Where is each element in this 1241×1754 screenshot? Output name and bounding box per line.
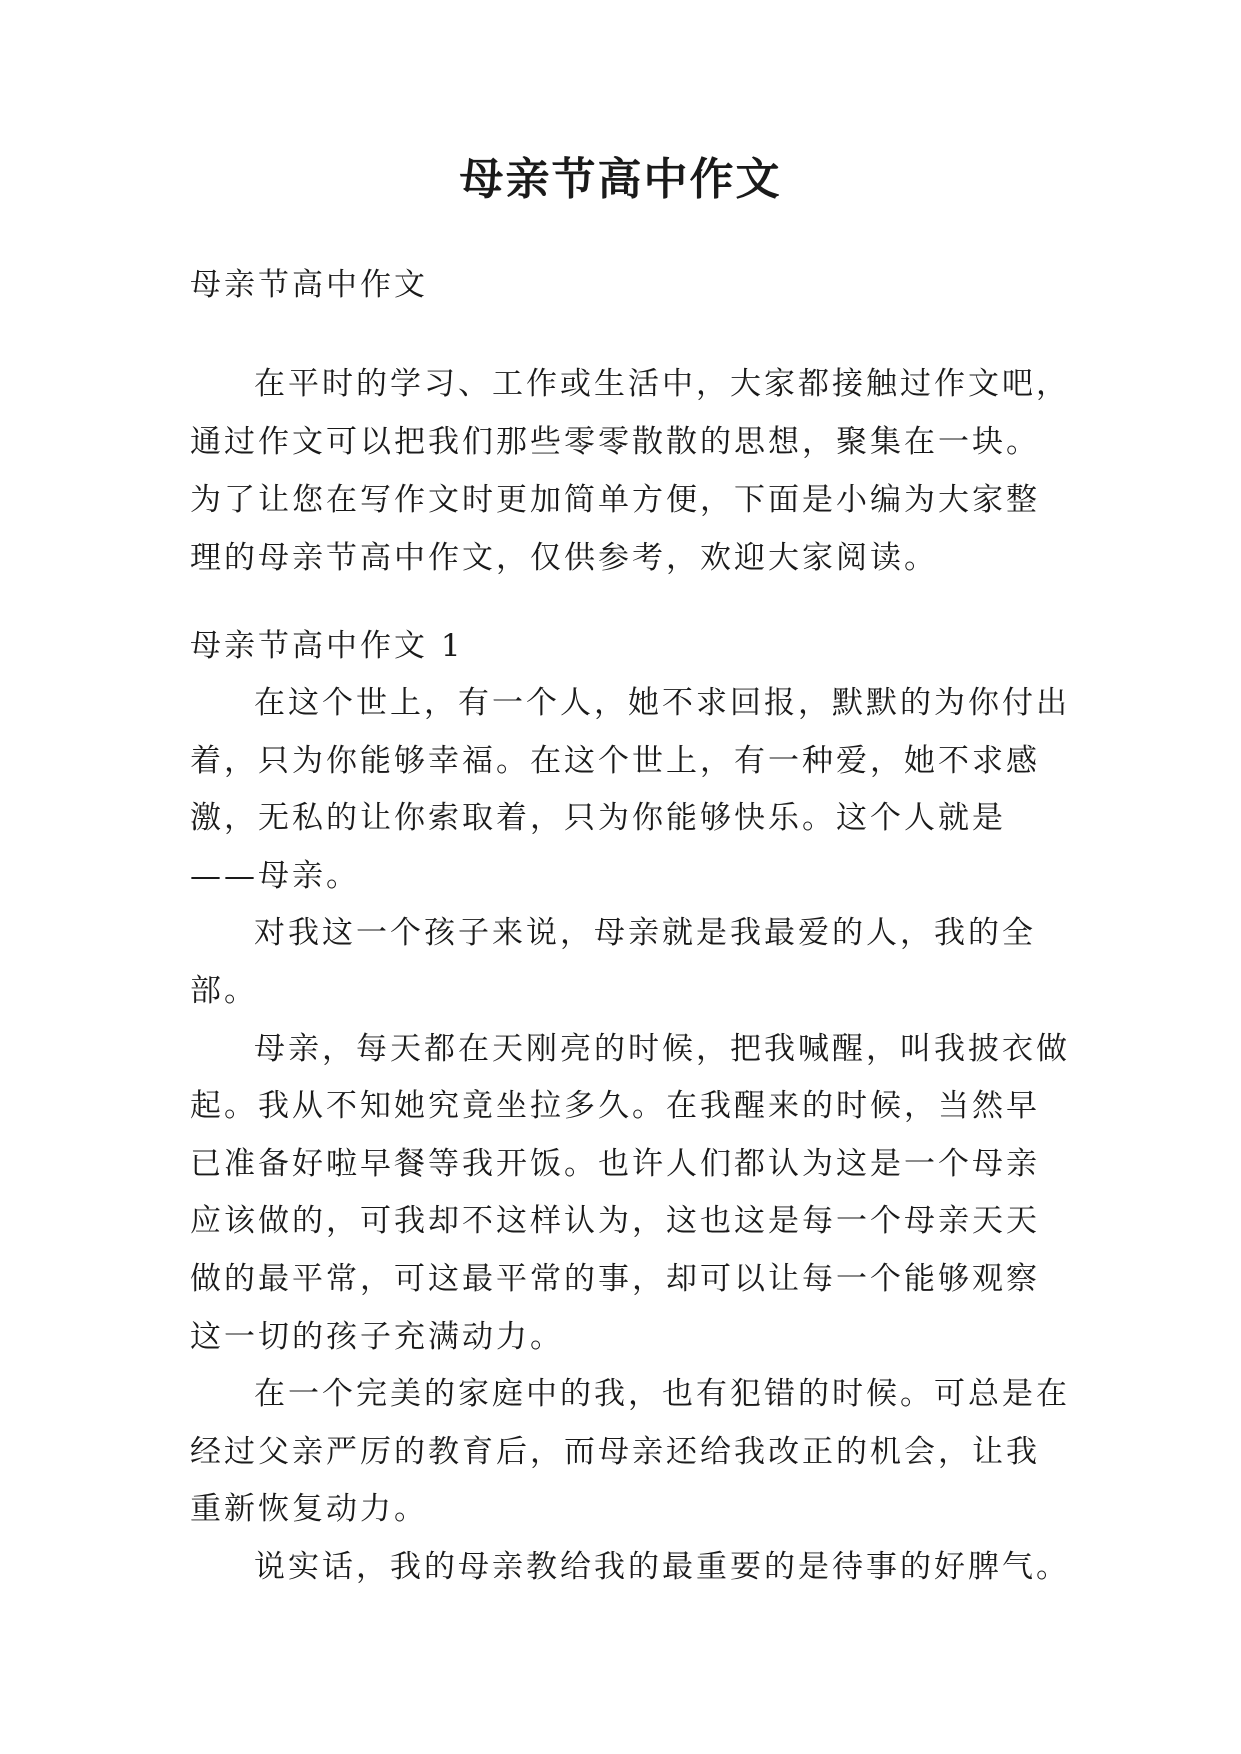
subtitle-text: 母亲节高中作文 [190, 267, 428, 303]
body-paragraph-2: 对我这一个孩子来说，母亲就是我最爱的人，我的全部。 [190, 915, 1036, 1009]
document-subtitle [190, 256, 1070, 314]
section-body [190, 675, 1070, 1597]
document-title: 母亲节高中作文 [459, 154, 782, 205]
intro-block [190, 355, 1070, 587]
body-paragraph-3: 母亲，每天都在天刚亮的时候，把我喊醒，叫我披衣做起。我从不知她究竟坐拉多久。在我醒来的时候，当然早已准备好啦早餐等我开饭。也许人们都认为这是一个母亲应该做的，可我却不这样认为，这也这是每一个母亲天天做的最平常，可这最平常的事，却可以让每一个能够观察这一切的孩子充满动力。 [190, 1030, 1070, 1355]
body-paragraph-5: 说实话，我的母亲教给我的最重要的是待事的好脾气。 [254, 1548, 1070, 1585]
body-paragraph-4: 在一个完美的家庭中的我，也有犯错的时候。可总是在经过父亲严厉的教育后，而母亲还给我改正的机会，让我重新恢复动力。 [190, 1376, 1070, 1528]
intro-paragraph: 在平时的学习、工作或生活中，大家都接触过作文吧，通过作文可以把我们那些零零散散的思想，聚集在一块。为了让您在写作文时更加简单方便，下面是小编为大家整理的母亲节高中作文，仅供参考，欢迎大家阅读。 [190, 366, 1070, 576]
section-heading-block [190, 617, 1070, 675]
section-heading: 母亲节高中作文 1 [190, 628, 464, 664]
body-paragraph-1: 在这个世上，有一个人，她不求回报，默默的为你付出着，只为你能够幸福。在这个世上，有一种爱，她不求感激，无私的让你索取着，只为你能够快乐。这个人就是——母亲。 [190, 685, 1070, 894]
